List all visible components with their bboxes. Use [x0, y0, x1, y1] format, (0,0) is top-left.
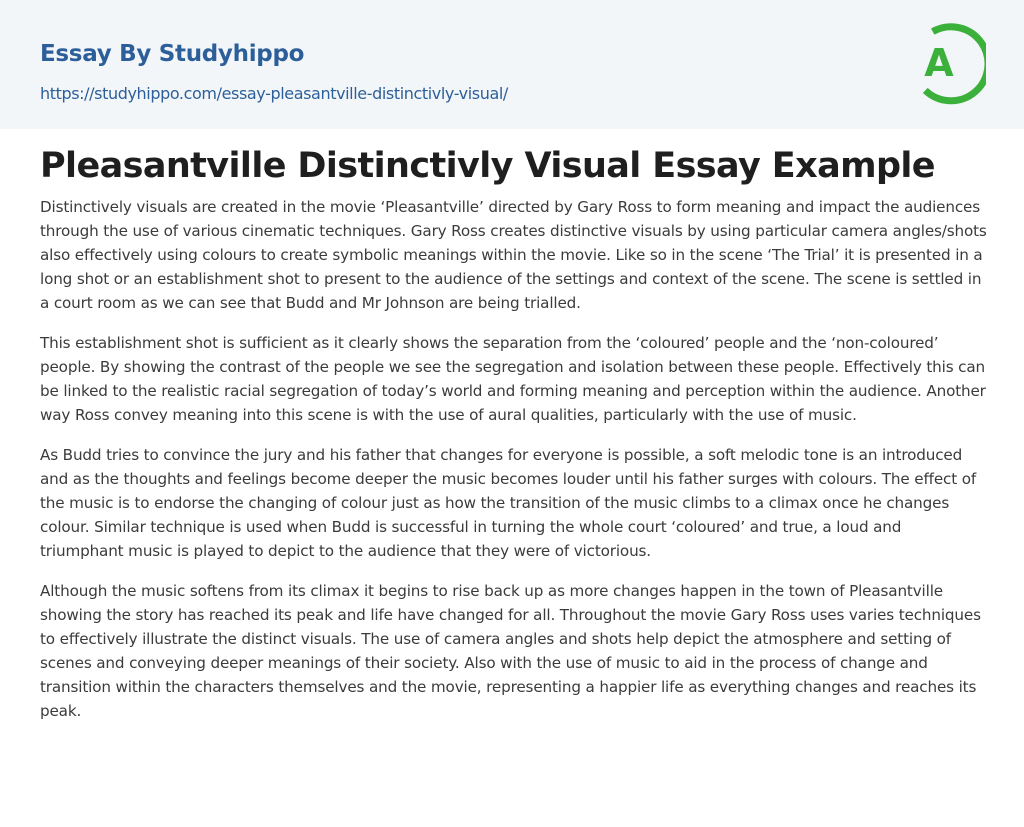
essay-body	[40, 195, 988, 739]
paragraph: Although the music softens from its climax it begins to rise back up as more changes happen in the town of Pleasantville showing the story has reached its peak and life have changed for all. Throughout the movie Gary Ross uses varies techniques to effectively illustrate the distinct visuals. The use of camera angles and shots help depict the atmosphere and setting of scenes and conveying deeper meanings of their society. Also with the use of music to aid in the process of change and transition within the characters themselves and the movie, representing a happier life as everything changes and reaches its peak.	[40, 582, 981, 720]
source-url-link[interactable]: https://studyhippo.com/essay-pleasantville-distinctivly-visual/	[40, 84, 508, 103]
paragraph: As Budd tries to convince the jury and his father that changes for everyone is possible, a soft melodic tone is an introduced and as the thoughts and feelings become deeper the music becomes louder until his father surges with colours. The effect of the music is to endorse the changing of colour just as how the transition of the music climbs to a climax once he changes colour. Similar technique is used when Budd is successful in turning the whole court ‘coloured’ and true, a loud and triumphant music is played to depict to the audience that they were of victorious.	[40, 446, 977, 560]
page-title: Pleasantville Distinctivly Visual Essay Example	[40, 146, 935, 186]
site-header	[0, 0, 1024, 129]
site-brand[interactable]: Essay By Studyhippo	[40, 41, 305, 67]
paragraph: This establishment shot is sufficient as it clearly shows the separation from the ‘coloured’ people and the ‘non-coloured’ people. By showing the contrast of the people we see the segregation and isolation between these people. Effectively this can be linked to the realistic racial segregation of today’s world and forming meaning and perception within the audience. Another way Ross convey meaning into this scene is with the use of aural qualities, particularly with the use of music.	[40, 334, 986, 424]
logo-letter: A	[924, 41, 954, 85]
paragraph: Distinctively visuals are created in the movie ‘Pleasantville’ directed by Gary Ross to form meaning and impact the audiences through the use of various cinematic techniques. Gary Ross creates distinctive visuals by using particular camera angles/shots also effectively using colours to create symbolic meanings within the movie. Like so in the scene ‘The Trial’ it is presented in a long shot or an establishment shot to present to the audience of the settings and context of the scene. The scene is settled in a court room as we can see that Budd and Mr Johnson are being trialled.	[40, 198, 987, 312]
studyhippo-logo-icon[interactable]	[912, 19, 986, 105]
